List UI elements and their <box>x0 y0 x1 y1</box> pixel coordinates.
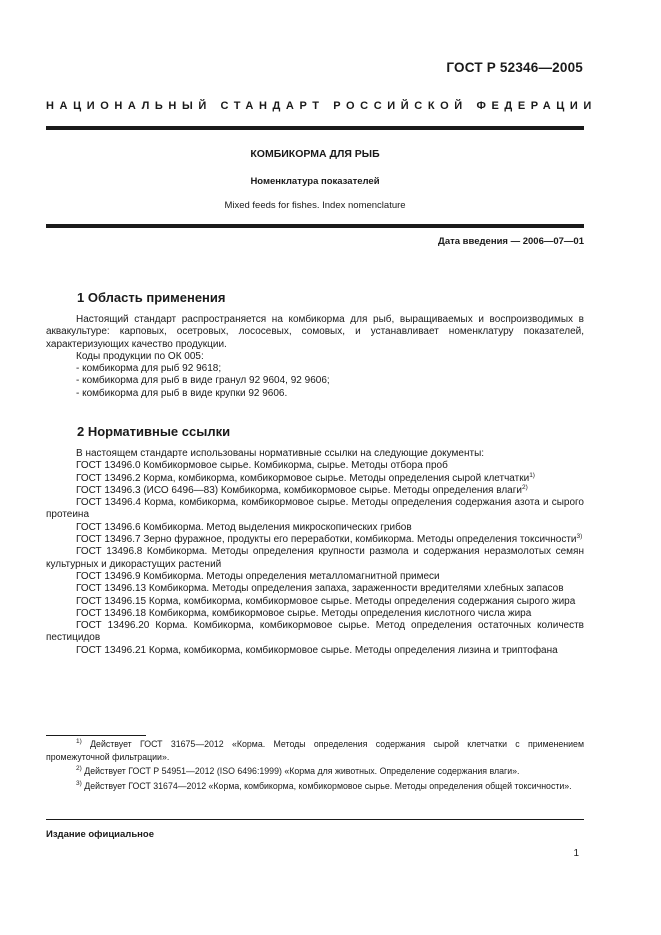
reference-item: ГОСТ 13496.18 Комбикорма, комбикормовое сырье. Методы определения кислотного числа жира <box>76 607 532 619</box>
list-item: - комбикорма для рыб 92 9618; <box>76 363 222 375</box>
list-item: - комбикорма для рыб в виде гранул 92 9604, 92 9606; <box>76 375 330 387</box>
footnote-separator <box>46 735 146 736</box>
footnote: $^{1)}$ Действует ГОСТ 31675—2012 «Корма. Методы определения содержания сырой клетчатки с применением промежуточной фильтрации». <box>46 738 584 762</box>
main-title: КОМБИКОРМА ДЛЯ РЫБ <box>250 148 380 160</box>
reference-item: ГОСТ 13496.13 Комбикорма. Методы определения запаха, зараженности вредителями хлебных запасов <box>76 583 564 595</box>
footnote: $^{2)}$ Действует ГОСТ Р 54951—2012 (ISO 6496:1999) «Корма для животных. Определение содержания влаги». <box>76 765 520 776</box>
title-bottom-rule <box>46 224 584 228</box>
section-2-body <box>46 448 584 657</box>
document-code: ГОСТ Р 52346—2005 <box>446 60 583 75</box>
footnote-mark: 3) <box>576 533 583 541</box>
reference-item: ГОСТ 13496.7 Зерно фуражное, продукты его переработки, комбикорма. Методы определения токсичности$^{3)}$ <box>76 533 583 546</box>
reference-item: ГОСТ 13496.20 Корма. Комбикорма, комбикормовое сырье. Метод определения остаточных количеств пестицидов <box>46 620 584 644</box>
introduction-date: Дата введения — 2006—07—01 <box>438 236 584 247</box>
codes-intro: Коды продукции по ОК 005: <box>76 350 204 362</box>
footnote-mark: 2) <box>521 483 528 491</box>
reference-item: ГОСТ 13496.3 (ИСО 6496—83) Комбикорма, комбикормовое сырье. Методы определения влаги$^{2)}$ <box>76 483 528 496</box>
page-number: 1 <box>573 848 579 859</box>
reference-item: ГОСТ 13496.2 Корма, комбикорма, комбикормовое сырье. Методы определения сырой клетчатки$^{1)}$ <box>76 471 535 484</box>
reference-item: ГОСТ 13496.8 Комбикорма. Методы определения крупности размола и содержания неразмолотых семян культурных и дикорастущих растений <box>46 546 584 570</box>
list-item: - комбикорма для рыб в виде крупки 92 9606. <box>76 387 288 399</box>
footnotes <box>46 738 584 794</box>
reference-item: ГОСТ 13496.21 Корма, комбикорма, комбикормовое сырье. Методы определения лизина и триптофана <box>76 644 558 656</box>
footnote-mark: 1) <box>529 471 535 479</box>
section-2-intro: В настоящем стандарте использованы нормативные ссылки на следующие документы: <box>76 448 485 459</box>
section-2-heading: 2 Нормативные ссылки <box>77 424 231 439</box>
subtitle: Номенклатура показателей <box>250 176 380 187</box>
section-1-heading: 1 Область применения <box>77 290 226 305</box>
reference-item: ГОСТ 13496.0 Комбикормовое сырье. Комбикорма, сырье. Методы отбора проб <box>76 460 448 472</box>
national-standard-heading: НАЦИОНАЛЬНЫЙ СТАНДАРТ РОССИЙСКОЙ ФЕДЕРАЦИИ <box>46 100 597 112</box>
reference-item: ГОСТ 13496.9 Комбикорма. Методы определения металломагнитной примеси <box>76 570 440 582</box>
section-1-body <box>46 314 584 400</box>
english-title: Mixed feeds for fishes. Index nomenclature <box>224 200 406 211</box>
edition-label: Издание официальное <box>46 829 154 840</box>
top-rule <box>46 126 584 130</box>
reference-item: ГОСТ 13496.4 Корма, комбикорма, комбикормовое сырье. Методы определения содержания азота и сырого протеина <box>46 497 584 521</box>
section-1-paragraph: Настоящий стандарт распространяется на комбикорма для рыб, выращиваемых и воспроизводимых в аквакультуре: карповых, осетровых, лососевых, сомовых, и устанавливает номенклатуру показателей, характеризующих качество продукции. <box>46 314 584 350</box>
footnote: $^{3)}$ Действует ГОСТ 31674—2012 «Корма, комбикорма, комбикормовое сырье. Методы определения общей токсичности». <box>76 779 572 791</box>
reference-item: ГОСТ 13496.15 Корма, комбикорма, комбикормовое сырье. Методы определения содержания сырого жира <box>76 595 576 607</box>
reference-item: ГОСТ 13496.6 Комбикорма. Метод выделения микроскопических грибов <box>76 521 412 533</box>
footer-rule <box>46 819 584 820</box>
